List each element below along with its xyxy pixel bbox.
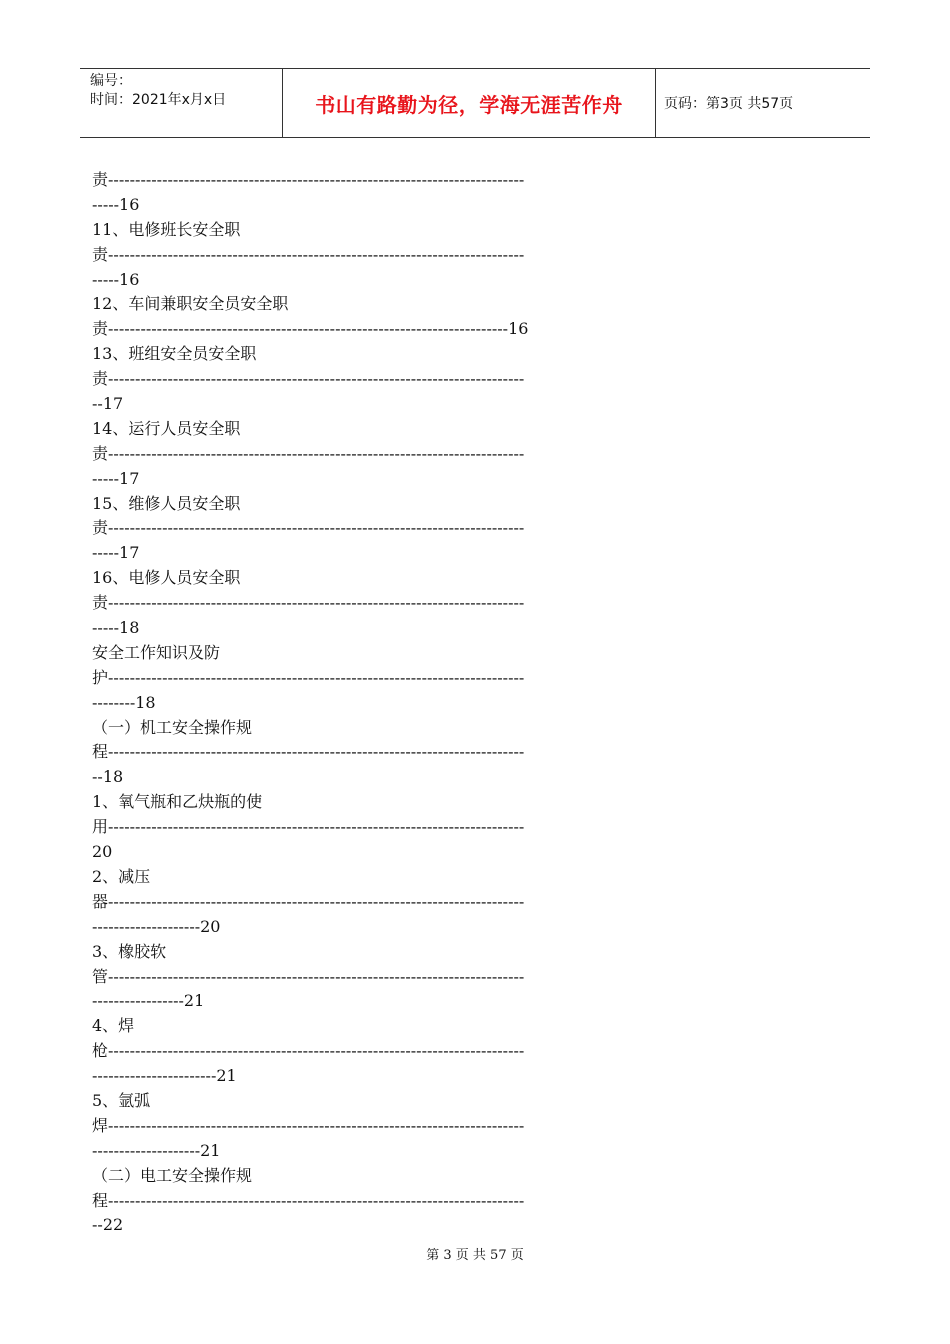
toc-line: 用----------------------------------------------------------------------------- <box>92 817 525 837</box>
toc-line: -----------------------21 <box>92 1066 237 1086</box>
toc-line: 器----------------------------------------------------------------------------- <box>92 891 525 911</box>
document-time-label: 时间：2021年x月x日 <box>90 92 227 108</box>
toc-line: 管----------------------------------------------------------------------------- <box>92 966 525 986</box>
toc-line: -----17 <box>92 543 140 563</box>
toc-line: 安全工作知识及防 <box>92 642 221 662</box>
header-meta <box>80 69 282 137</box>
toc-line: --22 <box>92 1215 124 1235</box>
toc-line: -----17 <box>92 468 140 488</box>
toc-line: 枪----------------------------------------------------------------------------- <box>92 1041 525 1061</box>
toc-line: 责----------------------------------------------------------------------------- <box>92 244 525 264</box>
toc-line: --18 <box>92 767 124 787</box>
toc-line: 16、电修人员安全职 <box>92 568 241 588</box>
toc-line: 责----------------------------------------------------------------------------- <box>92 518 525 538</box>
toc-line: --17 <box>92 394 124 414</box>
toc-line: -----18 <box>92 618 140 638</box>
toc-line: 程----------------------------------------------------------------------------- <box>92 742 525 762</box>
toc-line: 15、维修人员安全职 <box>92 493 241 513</box>
toc-line: （一）机工安全操作规 <box>92 717 253 737</box>
toc-line: 责--------------------------------------------------------------------------16 <box>92 319 529 339</box>
header-motto: 书山有路勤为径，学海无涯苦作舟 <box>282 69 656 137</box>
toc-line: 12、车间兼职安全员安全职 <box>92 294 289 314</box>
toc-line: 责----------------------------------------------------------------------------- <box>92 369 525 389</box>
toc-line: （二）电工安全操作规 <box>92 1165 253 1185</box>
toc-line: 责----------------------------------------------------------------------------- <box>92 593 525 613</box>
toc-line: 程----------------------------------------------------------------------------- <box>92 1190 525 1210</box>
toc-line: -----16 <box>92 269 140 289</box>
document-number-label: 编号： <box>90 73 132 89</box>
page-header <box>80 68 870 138</box>
toc-line: --------18 <box>92 692 156 712</box>
toc-line: -----------------21 <box>92 991 205 1011</box>
toc-line: -----16 <box>92 194 140 214</box>
toc-line: 14、运行人员安全职 <box>92 418 241 438</box>
toc-line: 3、橡胶软 <box>92 941 167 961</box>
toc-line: 5、氩弧 <box>92 1090 151 1110</box>
toc-line: 护----------------------------------------------------------------------------- <box>92 667 525 687</box>
toc-line: 2、减压 <box>92 866 151 886</box>
toc-line: 11、电修班长安全职 <box>92 219 241 239</box>
toc-line: 1、氧气瓶和乙炔瓶的使 <box>92 792 263 812</box>
toc-line: 4、焊 <box>92 1016 135 1036</box>
toc-line: --------------------20 <box>92 916 221 936</box>
toc-line: 焊----------------------------------------------------------------------------- <box>92 1115 525 1135</box>
table-of-contents <box>92 168 862 1238</box>
toc-line: 13、班组安全员安全职 <box>92 344 257 364</box>
toc-line: 20 <box>92 842 113 862</box>
toc-line: --------------------21 <box>92 1140 221 1160</box>
page-footer: 第 3 页 共 57 页 <box>426 1248 524 1263</box>
toc-line: 责----------------------------------------------------------------------------- <box>92 170 525 189</box>
header-page-info: 页码：第3页 共57页 <box>664 96 794 112</box>
toc-line: 责----------------------------------------------------------------------------- <box>92 443 525 463</box>
